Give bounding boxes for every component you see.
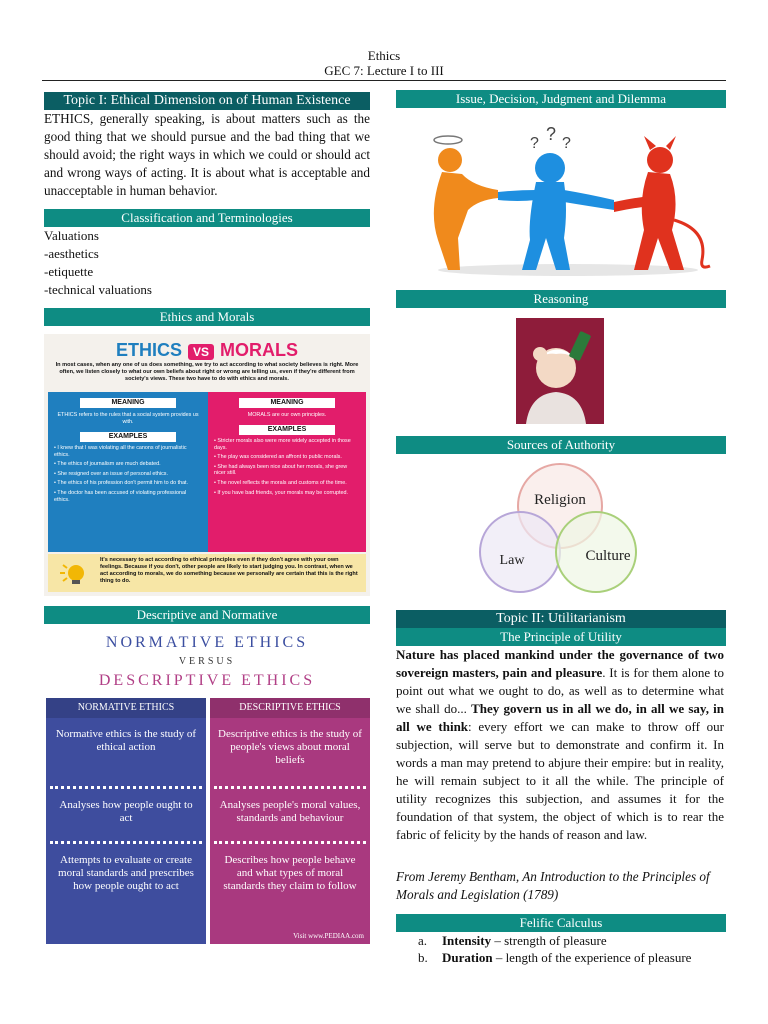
example-item: • She had always been nice about her morals, she grew nicer still. [214,463,348,477]
header-rule [42,80,726,81]
principle-heading: The Principle of Utility [396,628,726,646]
source-credit: Visit www.PEDIAA.com [293,932,364,940]
morals-word: MORALS [220,340,299,360]
table-cell: Describes how people behave and what types of moral standards they claim to follow [223,854,357,892]
venn-label: Culture [585,548,631,564]
doc-subtitle: GEC 7: Lecture I to III [324,63,444,78]
lightbulb-icon [58,562,90,586]
example-item: • The play was considered an affront to public morals. [214,454,342,461]
meaning-label: MEANING [239,398,335,408]
list-item: Valuations [44,228,99,243]
thinking-person-illustration [516,318,604,424]
descriptive-column [210,698,370,944]
quote-bold: They govern us in all we do, in all we say, in all we think [396,701,724,734]
venn-label: Religion [534,492,586,508]
normative-vs-descriptive-infographic [44,626,370,948]
example-item: • The ethics of journalism are much debated. [54,461,161,468]
issue-heading: Issue, Decision, Judgment and Dilemma [396,90,726,108]
bentham-quote [396,646,724,844]
doc-title: Ethics [367,48,401,63]
list-item: -aesthetics [44,246,99,261]
ethics-column [48,392,208,552]
example-item: • I knew that I was violating all the canons of journalistic ethics. [54,445,187,458]
descriptive-normative-heading: Descriptive and Normative [44,606,370,624]
svg-text:?: ? [546,124,557,144]
felific-heading: Felific Calculus [396,914,726,932]
tug-of-war-illustration [418,120,718,280]
vs-badge: VS [188,344,214,360]
quote-text: : every effort we can make to throw off our subjection, will serve but to demonstrate and confirm it. In words a man may pretend to abjure their empire: but in reality, he will remain subject to it all the while. The principle of utility recognizes this subjection, and assumes it for the foundation of that system, the object of which is to rear the fabric of felicity by the hands of reason and law. [396,719,724,842]
citation-prefix: From Jeremy Bentham, [396,869,523,884]
ethics-vs-morals-infographic [44,334,370,596]
item-number: a. [418,933,428,948]
example-item: • The novel reflects the morals and customs of the time. [214,479,347,486]
column-header: NORMATIVE ETHICS [46,698,206,718]
versus-label: VERSUS [178,656,236,667]
ethics-meaning: ETHICS refers to the rules that a social system provides us with. [57,412,199,425]
citation [396,868,726,904]
example-item: • Stricter morals also were more widely accepted in those days. [214,438,351,451]
topic1-paragraph: ETHICS, generally speaking, is about matters such as the good thing that we should pursue and the bad thing that we should avoid; the right ways in which we could or should act and wrong ways of acting. It is about what is acceptable and unacceptable in human behavior. [44,111,370,198]
table-cell: Normative ethics is the study of ethical action [55,728,197,753]
ethics-word: ETHICS [115,340,182,360]
table-cell: Descriptive ethics is the study of people's views about moral beliefs [218,728,362,766]
list-item: -etiquette [44,264,94,279]
sources-heading: Sources of Authority [396,436,726,454]
svg-text:?: ? [530,135,539,152]
list-item [418,949,691,966]
example-item: • The ethics of his profession don't permit him to do that. [54,480,189,487]
infographic-footer [48,554,366,592]
infographic-intro: In most cases, when any one of us does something, we try to act according to what society believes is right. More often, we listen closely to what our own beliefs about right or wrong are telling us, even if they're different from society's views. These two have to do with ethics and morals. [55,362,359,382]
quote-bold: Nature has placed mankind under the governance of two sovereign masters, pain and pleasure [396,647,724,680]
normative-column [46,698,206,944]
classification-list [44,227,370,299]
normative-heading: NORMATIVE ETHICS [105,634,309,651]
quote-text: . It is for them alone to point out what we ought to do, as well as to determine what we shall do... [396,665,725,716]
example-item: • The doctor has been accused of violating professional ethics. [54,489,187,503]
svg-text:?: ? [562,135,571,152]
topic2-heading: Topic II: Utilitarianism [396,610,726,628]
example-item: • She resigned over an issue of personal ethics. [54,470,168,477]
column-header: DESCRIPTIVE ETHICS [210,698,370,718]
felific-list [418,932,691,966]
sources-venn-diagram [474,462,646,596]
footer-text: It's necessary to act according to ethical principles even if they don't agree with your own feelings. Because if you don't, other people are likely to start judging you. In contrast, when we act according to morals, we do something because we personally are certain that this is the right thing to do. [100,557,358,584]
citation-title: An Introduction to the Principles of Morals and Legislation (1789) [396,869,710,902]
descriptive-heading: DESCRIPTIVE ETHICS [98,672,316,689]
morals-meaning: MORALS are our own principles. [247,412,327,418]
classification-heading: Classification and Terminologies [44,209,370,227]
example-item: • If you have bad friends, your morals may be corrupted. [214,489,349,496]
table-cell: Analyses people's moral values, standards and behaviour [219,799,361,824]
item-desc: – strength of pleasure [491,933,607,948]
list-item [418,932,691,949]
examples-label: EXAMPLES [239,425,335,435]
examples-label: EXAMPLES [80,432,176,442]
venn-label: Law [499,553,525,568]
item-number: b. [418,950,428,965]
list-item: -technical valuations [44,282,152,297]
table-cell: Analyses how people ought to act [59,799,193,824]
table-cell: Attempts to evaluate or create moral standards and prescribes how people ought to act [58,854,194,892]
item-desc: – length of the experience of pleasure [492,950,692,965]
document-header [0,48,768,78]
item-term: Intensity [442,933,492,948]
meaning-label: MEANING [80,398,176,408]
infographic-title [44,340,370,361]
ethics-morals-heading: Ethics and Morals [44,308,370,326]
reasoning-heading: Reasoning [396,290,726,308]
item-term: Duration [442,950,493,965]
topic1-heading: Topic I: Ethical Dimension on of Human Existence [44,92,370,110]
morals-column [208,392,366,552]
law-circle [480,512,560,592]
